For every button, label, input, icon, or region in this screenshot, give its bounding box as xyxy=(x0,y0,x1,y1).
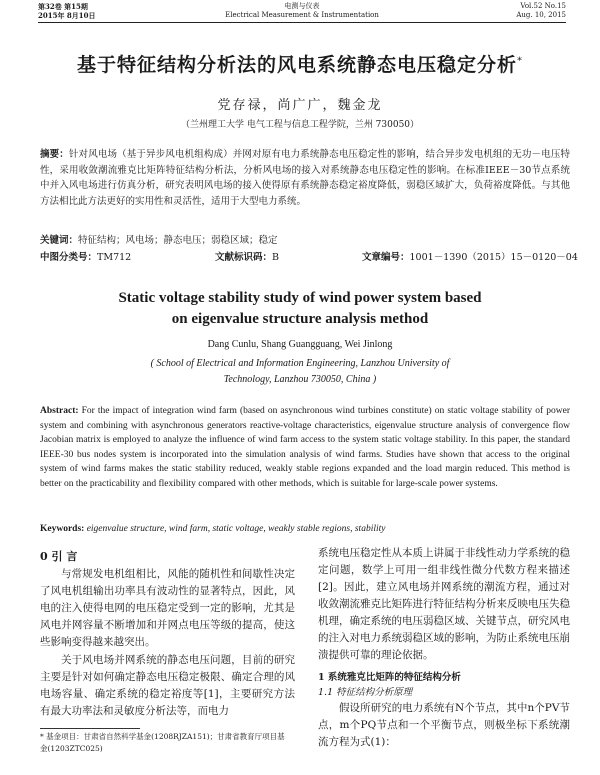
article-number-label: 文章编号： xyxy=(362,252,410,263)
doc-code-label: 文献标识码： xyxy=(215,252,273,263)
authors-en: Dang Cunlu, Shang Guangguang, Wei Jinlong xyxy=(207,339,393,350)
journal-volume-date-en: Vol.52 No.15 Aug. 10, 2015 xyxy=(516,2,566,19)
right-col-para-1: 系统电压稳定性从本质上讲属于非线性动力学系统的稳定问题，数学上可用一组非线性微分代数方程来描述[2]。因此，建立风电场并网系统的潮流方程，通过对收敛潮流雅克比矩阵进行特征结构分析来反映电压失稳机理，确定系统的电压弱稳区域、关键节点，研究风电的注入对电力系统弱稳区域的影响，为防止系统电压崩溃提供可靠的理论依据。 xyxy=(318,547,570,661)
funding-footnote: * 基金项目：甘肃省自然科学基金(1208RJZA151)；甘肃省教育厅项目基金(1203ZTC025) xyxy=(40,732,285,753)
running-header xyxy=(38,2,566,23)
journal-name: 电测与仪表 Electrical Measurement & Instrumentation xyxy=(225,2,379,19)
abstract-en-label: Abstract: xyxy=(40,406,79,416)
keywords-cn-label: 关键词： xyxy=(40,235,79,246)
left-col-para-2: 关于风电场并网系统的静态电压问题，目前的研究主要是针对如何确定静态电压稳定极限、确定合理的风电场容量、确定系统的稳定裕度等[1]，主要研究方法有最大功率法和灵敏度分析法等，而电力 xyxy=(40,654,295,717)
section-0-heading: 0 引 言 xyxy=(40,550,78,563)
abstract-en-text: For the impact of integration wind farm (based on asynchronous wind turbines constitute) on static voltage stability of power system and combining with asynchronous generators reactive-voltage characteristics, eigenvalue structure analysis of convergence flow Jacobian matrix is employed to analyze the influence of wind farm access to the system static voltage stability. In this paper, the standard IEEE-30 bus nodes system is incorporated into the simulation analysis of wind farms. Studies have shown that access to the original system of wind farms makes the static stability reduced, weakly stable regions expanded and the load margin reduced. This method is better on the practicability and flexibility compared with other methods, which is suitable for large-scale power systems. xyxy=(40,406,570,489)
clc-label: 中图分类号： xyxy=(40,252,98,263)
doc-code: B xyxy=(272,252,279,263)
keywords-en-label: Keywords: xyxy=(40,524,85,534)
left-col-para-1: 与常规发电机组相比，风能的随机性和间歇性决定了风电机组输出功率具有波动性的显著特点，因此，风电的注入使得电网的电压稳定受到一定的影响，尤其是风电并网容量不断增加和并网点电压等级的提高，使这些影响变得越来越突出。 xyxy=(40,568,295,648)
article-number: 1001－1390（2015）15－0120－04 xyxy=(409,252,578,263)
subsection-1-1-heading: 1.1 特征结构分析原理 xyxy=(318,687,413,698)
abstract-en xyxy=(40,404,570,492)
paper-title-en: Static voltage stability study of wind power system based on eigenvalue structure analysis method xyxy=(118,290,482,327)
abstract-cn-text: 针对风电场（基于异步风电机组构成）并网对原有电力系统静态电压稳定性的影响，结合异步发电机组的无功－电压特性，采用收敛潮流雅克比矩阵特征结构分析法，分析风电场的接入对系统静态电压稳定性的影响。在标准IEEE－30节点系统中并入风电场进行仿真分析，研究表明风电场的接入使得原有系统静态稳定裕度降低，弱稳区域扩大，负荷裕度降低。与其他方法相比此方法更好的实用性和灵活性，适用于大型电力系统。 xyxy=(40,149,570,207)
right-col-para-2: 假设所研究的电力系统有N个节点，其中n个PV节点，m个PQ节点和一个平衡节点，则极坐标下系统潮流方程为式(1)： xyxy=(318,702,570,748)
abstract-cn-label: 摘要： xyxy=(40,149,69,160)
footnote-rule xyxy=(40,728,140,729)
clc-number: TM712 xyxy=(97,252,132,263)
abstract-cn xyxy=(40,147,570,209)
keywords-en xyxy=(40,524,570,534)
section-1-heading: 1 系统雅克比矩阵的特征结构分析 xyxy=(318,672,461,683)
authors-cn: 党存禄，尚广广，魏金龙 xyxy=(217,98,383,113)
classification-row xyxy=(40,249,578,263)
keywords-cn xyxy=(40,232,570,246)
paper-title-cn-text: 基于特征结构分析法的风电系统静态电压稳定分析 xyxy=(76,54,517,76)
affiliation-cn: （兰州理工大学 电气工程与信息工程学院，兰州 730050） xyxy=(180,120,420,130)
paper-title-cn xyxy=(0,50,600,77)
affiliation-en: ( School of Electrical and Information Engineering, Lanzhou University of Technology, Lanzhou 730050, China ) xyxy=(150,358,450,385)
keywords-en-text: eigenvalue structure, wind farm, static voltage, weakly stable regions, stability xyxy=(86,524,386,534)
journal-volume-issue: 第32卷 第15期 2015年 8月10日 xyxy=(38,2,96,20)
funding-mark: * xyxy=(517,55,523,67)
keywords-cn-text: 特征结构；风电场；静态电压；弱稳区域；稳定 xyxy=(78,235,278,246)
